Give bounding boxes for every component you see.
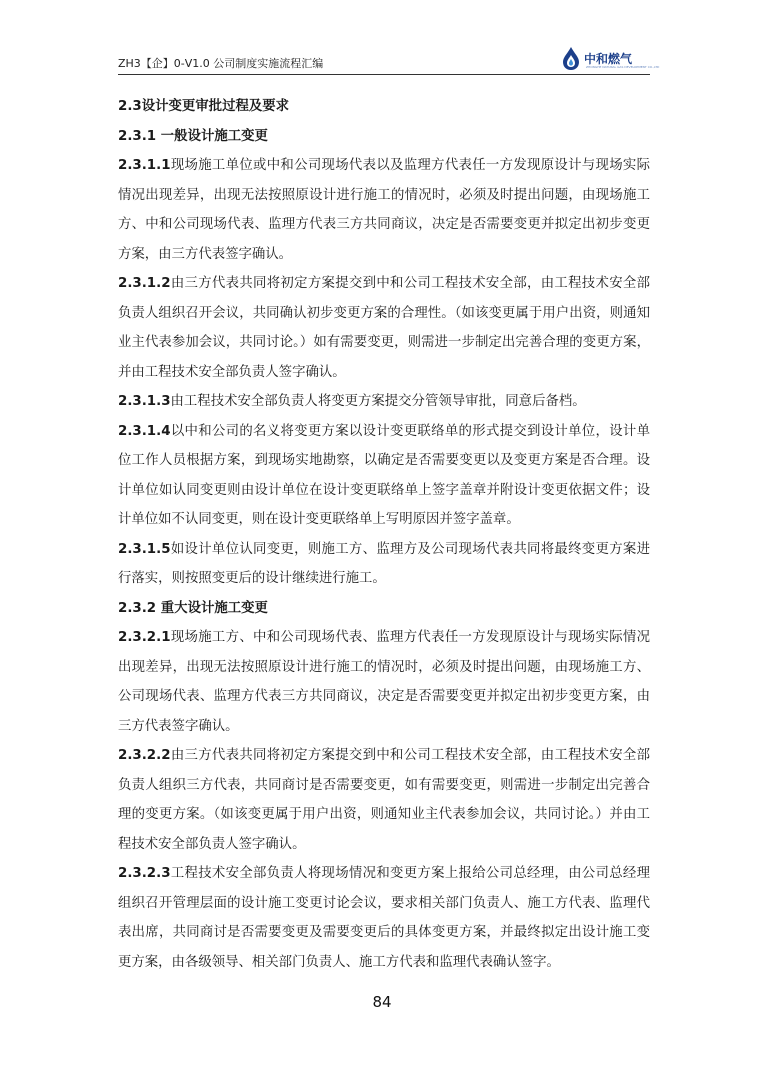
clause-paragraph — [118, 387, 650, 417]
clause-number: 2.3.1.1 — [118, 158, 171, 173]
clause-number: 2.3.1.2 — [118, 276, 171, 291]
header-divider — [118, 74, 650, 75]
clause-text: 如设计单位认同变更，则施工方、监理方及公司现场代表共同将最终变更方案进行落实，则按照变更后的设计继续进行施工。 — [118, 541, 650, 586]
clause-number: 2.3.2.1 — [118, 630, 171, 645]
logo-subtext: ZHONGHE NATURAL GAS DEVELOPMENT CO.,LTD — [586, 65, 660, 69]
clause-text: 以中和公司的名义将变更方案以设计变更联络单的形式提交到设计单位，设计单位工作人员根据方案，到现场实地勘察，以确定是否需要变更以及变更方案是否合理。设计单位如认同变更则由设计单位在设计变更联络单上签字盖章并附设计变更依据文件；设计单位如不认同变更，则在设计变更联络单上写明原因并签字盖章。 — [118, 423, 650, 527]
clause-text: 现场施工单位或中和公司现场代表以及监理方代表任一方发现原设计与现场实际情况出现差异，出现无法按照原设计进行施工的情况时，必须及时提出问题，由现场施工方、中和公司现场代表、监理方代表三方共同商议，决定是否需要变更并拟定出初步变更方案，由三方代表签字确认。 — [118, 158, 650, 262]
clause-text: 由三方代表共同将初定方案提交到中和公司工程技术安全部，由工程技术安全部负责人组织三方代表，共同商讨是否需要变更，如有需要变更，则需进一步制定出完善合理的变更方案。（如该变更属于用户出资，则通知业主代表参加会议，共同讨论。）并由工程技术安全部负责人签字确认。 — [118, 748, 650, 852]
clause-number: 2.3.2.3 — [118, 866, 171, 881]
clause-text: 由三方代表共同将初定方案提交到中和公司工程技术安全部，由工程技术安全部负责人组织召开会议，共同确认初步变更方案的合理性。（如该变更属于用户出资，则通知业主代表参加会议，共同讨论。）如有需要变更，则需进一步制定出完善合理的变更方案，并由工程技术安全部负责人签字确认。 — [118, 276, 650, 380]
clause-text: 由工程技术安全部负责人将变更方案提交分管领导审批，同意后备档。 — [170, 394, 586, 409]
clause-paragraph — [118, 151, 650, 269]
document-body — [118, 92, 650, 977]
flame-drop-icon — [558, 46, 584, 72]
page-header — [118, 44, 660, 74]
subsection-heading: 2.3.2 重大设计施工变更 — [118, 600, 268, 616]
section-heading: 2.3设计变更审批过程及要求 — [118, 99, 290, 114]
subsection-heading: 2.3.1 一般设计施工变更 — [118, 128, 268, 144]
clause-paragraph — [118, 623, 650, 741]
clause-number: 2.3.2.2 — [118, 748, 171, 763]
clause-number: 2.3.1.4 — [118, 423, 171, 439]
clause-paragraph — [118, 535, 650, 594]
clause-number: 2.3.1.5 — [118, 541, 171, 557]
clause-paragraph — [118, 417, 650, 535]
clause-paragraph — [118, 741, 650, 859]
clause-text: 现场施工方、中和公司现场代表、监理方代表任一方发现原设计与现场实际情况出现差异，出现无法按照原设计进行施工的情况时，必须及时提出问题，由现场施工方、公司现场代表、监理方代表三方共同商议，决定是否需要变更并拟定出初步变更方案，由三方代表签字确认。 — [118, 630, 650, 734]
clause-text: 工程技术安全部负责人将现场情况和变更方案上报给公司总经理，由公司总经理组织召开管理层面的设计施工变更讨论会议，要求相关部门负责人、施工方代表、监理代表出席，共同商讨是否需要变更及需要变更后的具体变更方案，并最终拟定出设计施工变更方案，由各级领导、相关部门负责人、施工方代表和监理代表确认签字。 — [118, 866, 650, 970]
clause-number: 2.3.1.3 — [118, 394, 171, 409]
clause-paragraph — [118, 859, 650, 977]
page-number: 84 — [372, 993, 392, 1011]
logo-wordmark: 中和燃气 — [584, 52, 633, 66]
document-title: ZH3【企】0-V1.0 公司制度实施流程汇编 — [118, 57, 324, 70]
clause-paragraph — [118, 269, 650, 387]
company-logo — [558, 46, 660, 72]
